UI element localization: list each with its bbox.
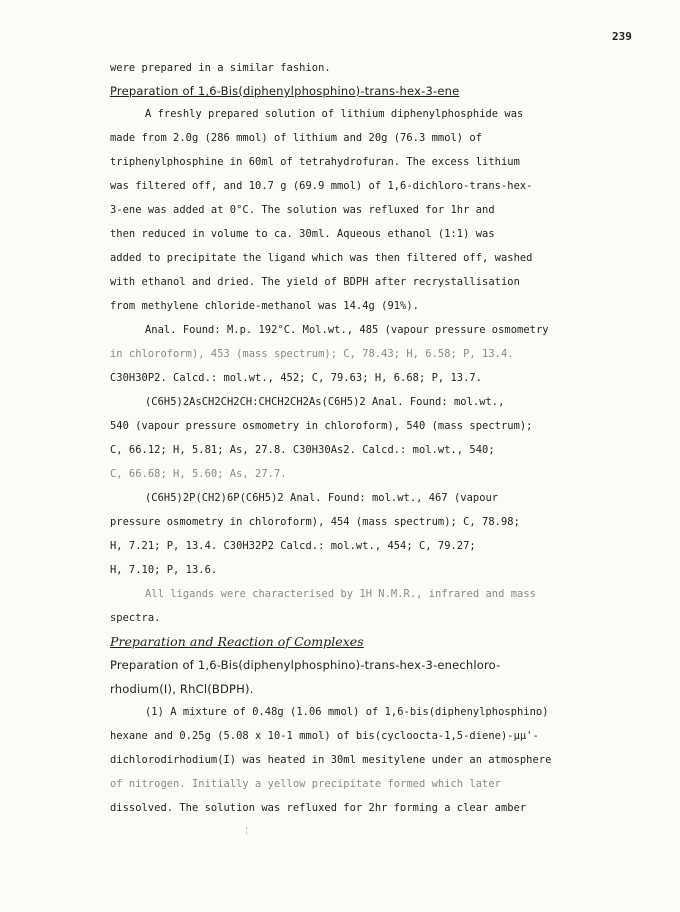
- handwritten-section-heading: Preparation and Reaction of Complexes: [110, 634, 364, 649]
- text-line: C30H30P2. Calcd.: mol.wt., 452; C, 79.63; H, 6.68; P, 13.7.: [110, 372, 483, 384]
- text-line: H, 7.21; P, 13.4. C30H32P2 Calcd.: mol.wt., 454; C, 79.27;: [110, 540, 476, 552]
- subsection-heading: rhodium(I), RhCl(BDPH).: [110, 682, 254, 696]
- text-line: (C6H5)2AsCH2CH2CH:CHCH2CH2As(C6H5)2 Anal. Found: mol.wt.,: [145, 396, 505, 408]
- text-line: dissolved. The solution was refluxed for 2hr forming a clear amber: [110, 802, 527, 814]
- text-line: made from 2.0g (286 mmol) of lithium and 20g (76.3 mmol) of: [110, 132, 483, 144]
- page-number: 239: [612, 30, 632, 43]
- text-line: of nitrogen. Initially a yellow precipitate formed which later: [110, 778, 501, 790]
- text-line: H, 7.10; P, 13.6.: [110, 564, 218, 576]
- text-line: in chloroform), 453 (mass spectrum); C, 78.43; H, 6.58; P, 13.4.: [110, 348, 514, 360]
- text-line: All ligands were characterised by 1H N.M.R., infrared and mass: [145, 588, 536, 600]
- text-line: C, 66.68; H, 5.60; As, 27.7.: [110, 468, 287, 480]
- scan-speck: ¦: [244, 826, 250, 836]
- text-line: pressure osmometry in chloroform), 454 (mass spectrum); C, 78.98;: [110, 516, 520, 528]
- text-line: with ethanol and dried. The yield of BDPH after recrystallisation: [110, 276, 520, 288]
- text-line: added to precipitate the ligand which was then filtered off, washed: [110, 252, 533, 264]
- text-line: dichlorodirhodium(I) was heated in 30ml mesitylene under an atmosphere: [110, 754, 552, 766]
- text-line: spectra.: [110, 612, 161, 624]
- text-line: C, 66.12; H, 5.81; As, 27.8. C30H30As2. Calcd.: mol.wt., 540;: [110, 444, 495, 456]
- text-line: A freshly prepared solution of lithium diphenylphosphide was: [145, 108, 524, 120]
- text-line: then reduced in volume to ca. 30ml. Aqueous ethanol (1:1) was: [110, 228, 495, 240]
- text-line: Anal. Found: M.p. 192°C. Mol.wt., 485 (vapour pressure osmometry: [145, 324, 549, 336]
- text-line: triphenylphosphine in 60ml of tetrahydrofuran. The excess lithium: [110, 156, 520, 168]
- section-heading: Preparation of 1,6-Bis(diphenylphosphino)-trans-hex-3-ene: [110, 84, 460, 98]
- text-line: (1) A mixture of 0.48g (1.06 mmol) of 1,6-bis(diphenylphosphino): [145, 706, 549, 718]
- text-line: were prepared in a similar fashion.: [110, 62, 331, 74]
- text-line: (C6H5)2P(CH2)6P(C6H5)2 Anal. Found: mol.wt., 467 (vapour: [145, 492, 499, 504]
- text-line: 3-ene was added at 0°C. The solution was refluxed for 1hr and: [110, 204, 495, 216]
- text-line: from methylene chloride-methanol was 14.4g (91%).: [110, 300, 419, 312]
- text-line: hexane and 0.25g (5.08 x 10-1 mmol) of bis(cycloocta-1,5-diene)-μμ'-: [110, 730, 539, 742]
- text-line: 540 (vapour pressure osmometry in chloroform), 540 (mass spectrum);: [110, 420, 533, 432]
- text-line: was filtered off, and 10.7 g (69.9 mmol) of 1,6-dichloro-trans-hex-: [110, 180, 533, 192]
- subsection-heading: Preparation of 1,6-Bis(diphenylphosphino)-trans-hex-3-enechloro-: [110, 658, 501, 672]
